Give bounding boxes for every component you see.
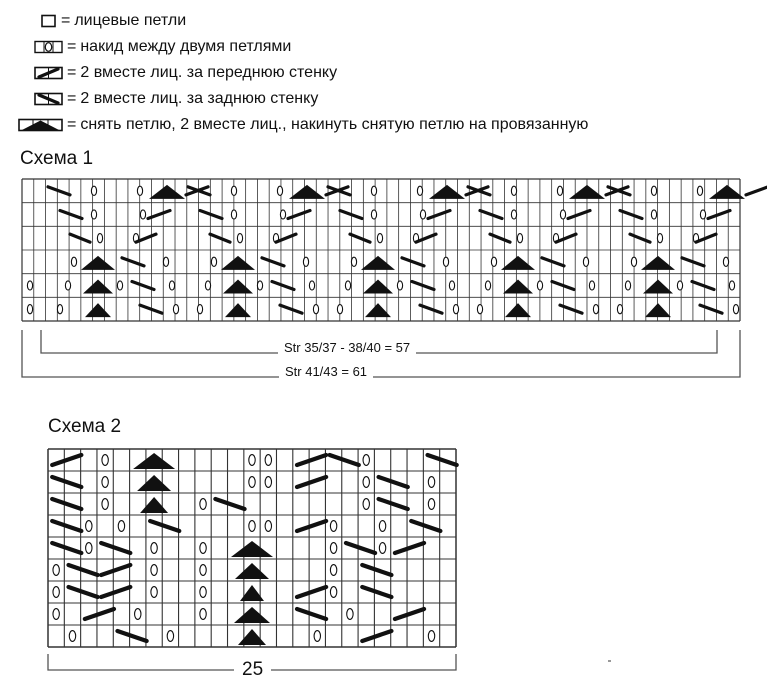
k2tog-front-mark xyxy=(52,455,81,465)
yarn-over-mark xyxy=(200,587,206,598)
k2tog-back-mark xyxy=(150,521,179,531)
yarn-over-mark xyxy=(249,455,255,466)
legend-equals: = xyxy=(67,64,77,81)
scheme2-stitch-count: 25 xyxy=(234,659,271,681)
scheme1-title: Схема 1 xyxy=(20,148,94,169)
k2tog-back-mark xyxy=(379,477,408,487)
k2tog-back-mark xyxy=(215,499,244,509)
yarn-over-mark xyxy=(53,609,59,620)
legend-equals: = xyxy=(61,12,71,29)
yarn-over-mark xyxy=(265,477,271,488)
yarn-over-mark xyxy=(379,543,385,554)
sk2p-mark xyxy=(231,541,273,557)
yarn-over-mark xyxy=(69,631,75,642)
k2tog-front-mark xyxy=(297,455,326,465)
yarn-over-mark xyxy=(102,499,108,510)
sk2p-mark xyxy=(140,497,168,513)
legend-text: лицевые петли xyxy=(74,12,187,29)
yarn-over-mark xyxy=(53,565,59,576)
yarn-over-mark xyxy=(86,543,92,554)
k2tog-back-mark xyxy=(379,499,408,509)
legend-equals: = xyxy=(67,38,77,55)
scheme2-title: Схема 2 xyxy=(48,416,122,437)
legend-text: 2 вместе лиц. за переднюю стенку xyxy=(80,64,338,81)
yarn-over-mark xyxy=(86,521,92,532)
yarn-over-mark xyxy=(379,521,385,532)
k2tog-back-mark xyxy=(330,455,359,465)
yarn-over-mark xyxy=(363,499,369,510)
k2tog-front-mark xyxy=(297,477,326,487)
scheme1-bracket-inner-label: Str 35/37 - 38/40 = 57 xyxy=(278,340,416,355)
yarn-over-mark xyxy=(330,587,336,598)
k2tog-front-mark xyxy=(362,631,391,641)
yarn-over-mark xyxy=(249,477,255,488)
k2tog-back-mark xyxy=(428,455,457,465)
scheme1-bracket-outer-label: Str 41/43 = 61 xyxy=(279,364,373,379)
sk2p-mark xyxy=(234,607,270,623)
legend-text: накид между двумя петлями xyxy=(80,38,292,55)
k2tog-front-mark xyxy=(85,609,114,619)
k2tog-back-mark xyxy=(362,565,391,575)
yarn-over-mark xyxy=(118,521,124,532)
k2tog-front-mark xyxy=(101,587,130,597)
k2tog-back-mark xyxy=(68,587,97,597)
yarn-over-mark xyxy=(102,477,108,488)
yarn-over-mark xyxy=(314,631,320,642)
legend-equals: = xyxy=(67,90,77,107)
yarn-over-mark xyxy=(200,543,206,554)
yarn-over-mark xyxy=(200,565,206,576)
sk2p-mark xyxy=(235,563,269,579)
k2tog-back-mark xyxy=(52,477,81,487)
k2tog-front-mark xyxy=(395,609,424,619)
yarn-over-mark xyxy=(428,631,434,642)
yarn-over-mark xyxy=(167,631,173,642)
yarn-over-mark xyxy=(330,565,336,576)
yarn-over-mark xyxy=(428,499,434,510)
yarn-over-mark xyxy=(151,543,157,554)
yarn-over-mark xyxy=(200,499,206,510)
yarn-over-mark xyxy=(102,455,108,466)
sk2p-mark xyxy=(137,475,171,491)
k2tog-back-mark xyxy=(117,631,146,641)
yarn-over-mark xyxy=(151,565,157,576)
k2tog-front-mark xyxy=(297,587,326,597)
yarn-over-mark xyxy=(330,543,336,554)
k2tog-back-mark xyxy=(411,521,440,531)
k2tog-back-mark xyxy=(362,587,391,597)
k2tog-back-mark xyxy=(52,521,81,531)
k2tog-front-mark xyxy=(101,565,130,575)
sk2p-mark xyxy=(133,453,175,469)
yarn-over-mark xyxy=(363,455,369,466)
k2tog-back-mark xyxy=(101,543,130,553)
yarn-over-mark xyxy=(265,521,271,532)
yarn-over-mark xyxy=(151,587,157,598)
yarn-over-mark xyxy=(249,521,255,532)
k2tog-front-mark xyxy=(297,521,326,531)
yarn-over-mark xyxy=(330,521,336,532)
yarn-over-mark xyxy=(53,587,59,598)
legend-text: снять петлю, 2 вместе лиц., накинуть снятую петлю на провязанную xyxy=(80,116,589,133)
yarn-over-mark xyxy=(135,609,141,620)
yarn-over-mark xyxy=(428,477,434,488)
sk2p-mark xyxy=(238,629,266,645)
k2tog-back-mark xyxy=(52,543,81,553)
yarn-over-mark xyxy=(200,609,206,620)
k2tog-back-mark xyxy=(52,499,81,509)
yarn-over-mark xyxy=(363,477,369,488)
k2tog-back-mark xyxy=(346,543,375,553)
yarn-over-mark xyxy=(265,455,271,466)
yarn-over-mark xyxy=(347,609,353,620)
k2tog-back-mark xyxy=(297,609,326,619)
k2tog-front-mark xyxy=(395,543,424,553)
stray-dot xyxy=(608,660,611,662)
legend-equals: = xyxy=(67,116,77,133)
legend-text: 2 вместе лиц. за заднюю стенку xyxy=(80,90,319,107)
k2tog-back-mark xyxy=(68,565,97,575)
